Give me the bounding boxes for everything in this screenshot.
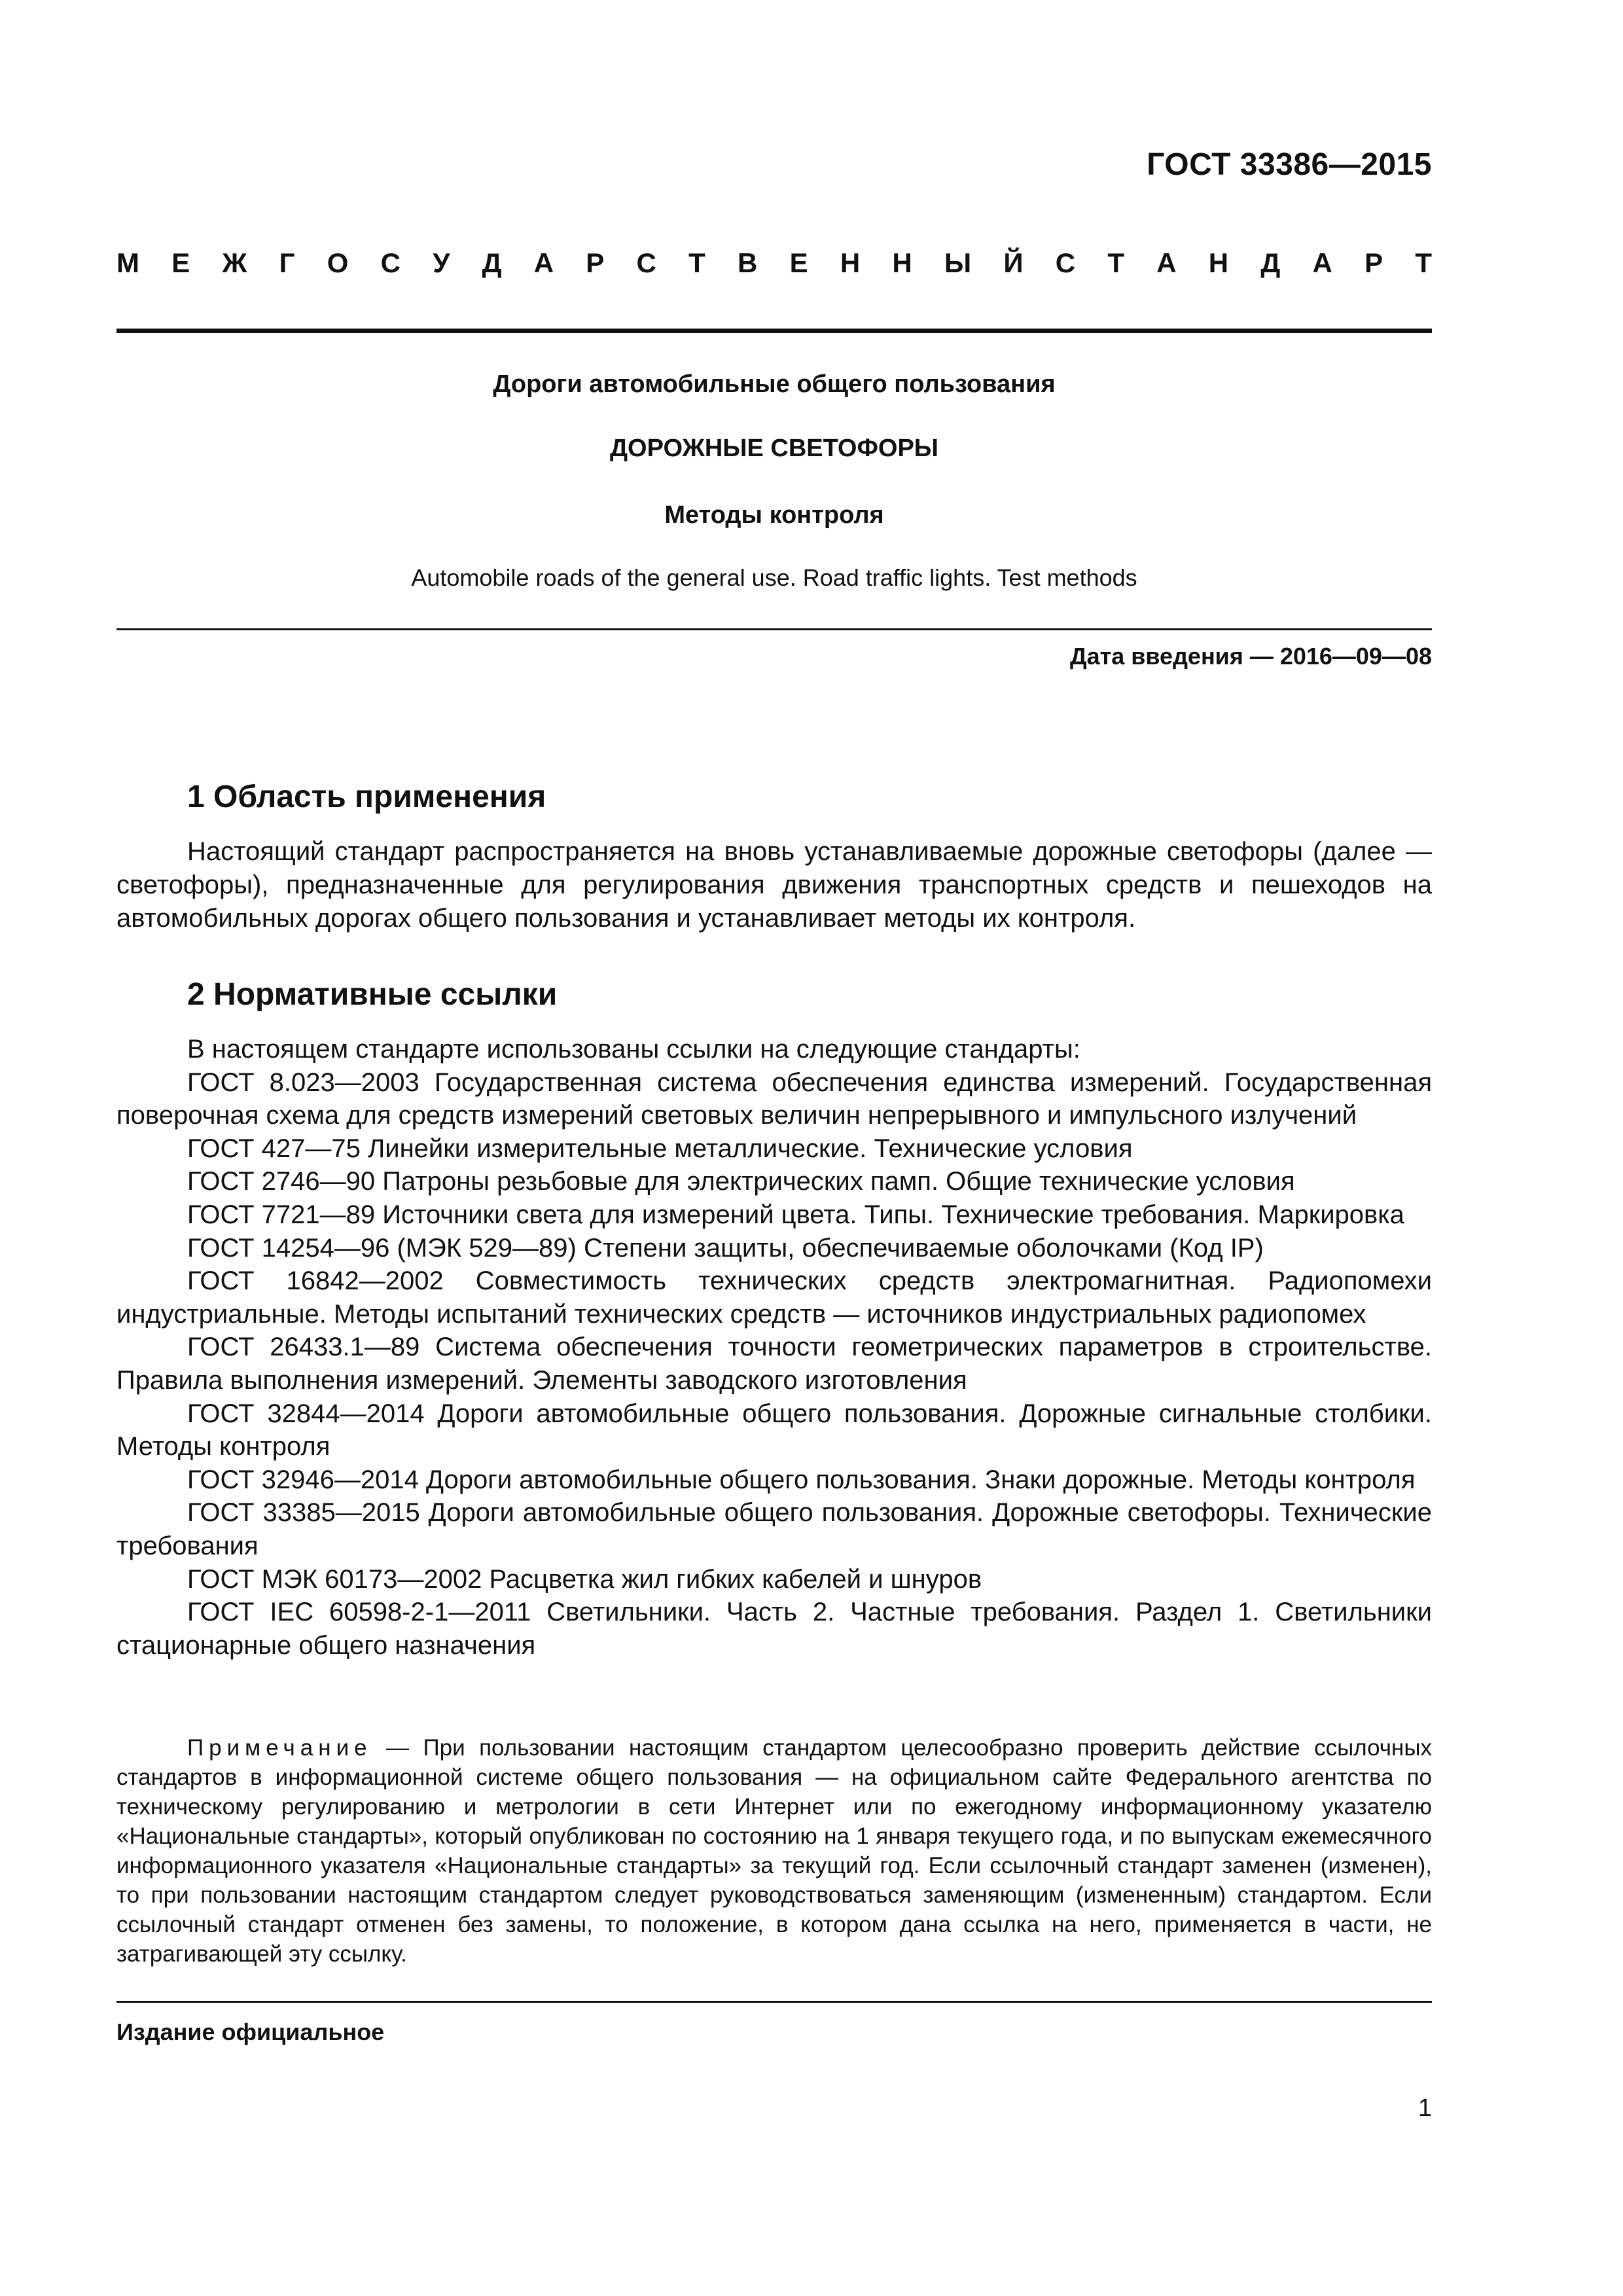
title-divider	[116, 628, 1432, 630]
reference-item: ГОСТ 32844—2014 Дороги автомобильные общего пользования. Дорожные сигнальные столбики. Методы контроля	[116, 1399, 1432, 1462]
reference-item: ГОСТ 7721—89 Источники света для измерений цвета. Типы. Технические требования. Маркировка	[187, 1200, 1404, 1229]
reference-item: ГОСТ 33385—2015 Дороги автомобильные общего пользования. Дорожные светофоры. Технические требования	[116, 1498, 1432, 1560]
section-1-text: Настоящий стандарт распространяется на вновь устанавливаемые дорожные светофоры (далее — светофоры), предназначенные для регулирования движения транспортных средств и пешеходов на автомобильных дорогах общего пользования и устанавливает методы их контроля.	[116, 837, 1432, 933]
note-dash: —	[372, 1735, 423, 1761]
footer-divider	[116, 2001, 1432, 2003]
reference-item: ГОСТ 14254—96 (МЭК 529—89) Степени защиты, обеспечиваемые оболочками (Код IP)	[187, 1233, 1264, 1263]
section-2-heading: 2 Нормативные ссылки	[187, 977, 558, 1012]
page-number: 1	[1418, 2094, 1432, 2122]
references-note	[116, 1733, 1432, 1969]
english-title: Automobile roads of the general use. Road traffic lights. Test methods	[411, 564, 1137, 591]
standard-type-heading: М Е Ж Г О С У Д А Р С Т В Е Н Н Ы Й С Т А Н Д А Р Т	[116, 247, 1432, 278]
reference-item: ГОСТ 427—75 Линейки измерительные металлические. Технические условия	[187, 1134, 1133, 1163]
reference-item: ГОСТ 32946—2014 Дороги автомобильные общего пользования. Знаки дорожные. Методы контроля	[187, 1465, 1416, 1494]
reference-item: ГОСТ IEC 60598-2-1—2011 Светильники. Часть 2. Частные требования. Раздел 1. Светильники стационарные общего назначения	[116, 1598, 1432, 1660]
section-1-heading: 1 Область применения	[187, 780, 546, 814]
normative-references-list	[116, 1033, 1432, 1662]
reference-item: ГОСТ 2746—90 Патроны резьбовые для электрических памп. Общие технические условия	[187, 1167, 1295, 1196]
title-line-2: ДОРОЖНЫЕ СВЕТОФОРЫ	[609, 435, 938, 462]
introduction-date: Дата введения — 2016—09—08	[1069, 643, 1432, 670]
header-divider	[116, 329, 1432, 333]
note-text: При пользовании настоящим стандартом целесообразно проверить действие ссылочных стандартов в информационной системе общего пользования — на официальном сайте Федерального агентства по техническому регулированию и метрологии в сети Интернет или по ежегодному информационному указателю «Национальные стандарты», который опубликован по состоянию на 1 января текущего года, и по выпускам ежемесячного информационного указателя «Национальные стандарты» за текущий год. Если ссылочный стандарт заменен (изменен), то при пользовании настоящим стандартом следует руководствоваться заменяющим (измененным) стандартом. Если ссылочный стандарт отменен без замены, то положение, в котором дана ссылка на него, применяется в части, не затрагивающей эту ссылку.	[116, 1735, 1433, 1967]
references-intro: В настоящем стандарте использованы ссылки на следующие стандарты:	[187, 1035, 1080, 1064]
standard-designation: ГОСТ 33386—2015	[1147, 147, 1432, 182]
reference-item: ГОСТ 26433.1—89 Система обеспечения точности геометрических параметров в строительстве. Правила выполнения измерений. Элементы заводского изготовления	[116, 1333, 1432, 1395]
title-line-1: Дороги автомобильные общего пользования	[493, 370, 1056, 398]
note-label: Примечание	[187, 1735, 372, 1761]
official-edition-label: Издание официальное	[116, 2018, 385, 2045]
reference-item: ГОСТ МЭК 60173—2002 Расцветка жил гибких кабелей и шнуров	[187, 1564, 982, 1594]
reference-item: ГОСТ 8.023—2003 Государственная система обеспечения единства измерений. Государственная поверочная схема для средств измерений световых величин непрерывного и импульсного излучений	[116, 1067, 1432, 1130]
title-line-3: Методы контроля	[664, 501, 884, 529]
reference-item: ГОСТ 16842—2002 Совместимость технических средств электромагнитная. Радиопомехи индустриальные. Методы испытаний технических средств — источников индустриальных радиопомех	[116, 1266, 1432, 1329]
